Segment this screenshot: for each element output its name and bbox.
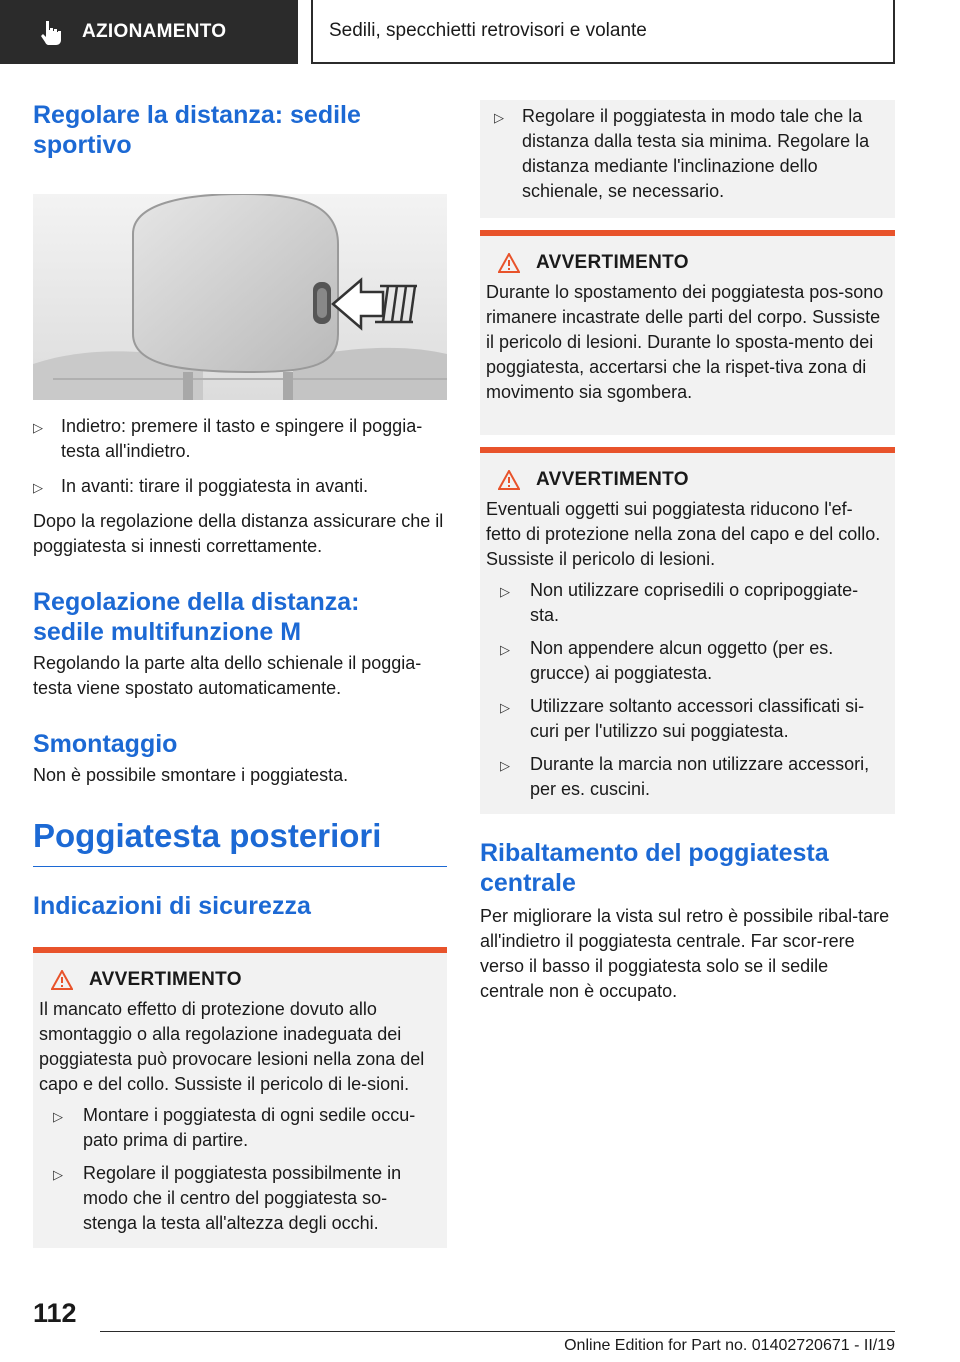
headrest-figure bbox=[33, 194, 447, 400]
bullet-triangle-icon: ▷ bbox=[494, 110, 504, 125]
paragraph: Dopo la regolazione della distanza assicurare che il poggiatesta si innesti correttamente. bbox=[33, 511, 444, 556]
warning-triangle-icon bbox=[498, 470, 520, 490]
bullet-triangle-icon: ▷ bbox=[33, 480, 43, 495]
bullet-triangle-icon: ▷ bbox=[33, 420, 43, 435]
warning-heading: AVVERTIMENTO bbox=[486, 469, 887, 491]
list-item: ▷ Durante la marcia non utilizzare accessori, per es. cuscini. bbox=[500, 754, 870, 799]
warning-box bbox=[480, 447, 895, 814]
bullet-triangle-icon: ▷ bbox=[500, 584, 510, 599]
warning-triangle-icon bbox=[498, 253, 520, 273]
bullet-triangle-icon: ▷ bbox=[53, 1167, 63, 1182]
section-label: AZIONAMENTO bbox=[82, 21, 227, 42]
bullet-triangle-icon: ▷ bbox=[53, 1109, 63, 1124]
list-item: ▷ Montare i poggiatesta di ogni sedile occu-pato prima di partire. bbox=[53, 1105, 416, 1150]
continued-bullet-box bbox=[480, 100, 895, 218]
warning-box bbox=[480, 230, 895, 435]
list-item: ▷ Utilizzare soltanto accessori classificati si-curi per l'utilizzo sui poggiatesta. bbox=[500, 696, 865, 741]
list-item: ▷ Regolare il poggiatesta possibilmente in modo che il centro del poggiatesta so-stenga la testa all'altezza degli occhi. bbox=[53, 1163, 402, 1233]
heading-multifunction-seat: Regolazione della distanza: sedile multifunzione M bbox=[33, 588, 360, 646]
warning-triangle-icon bbox=[51, 970, 73, 990]
heading-fold-headrest: Ribaltamento del poggiatesta centrale bbox=[480, 839, 829, 897]
warning-heading: AVVERTIMENTO bbox=[486, 252, 887, 274]
footer-rule bbox=[100, 1331, 895, 1332]
list-item: ▷ Regolare il poggiatesta in modo tale che la distanza dalla testa sia minima. Regolare la distanza mediante l'inclinazione dello schienale, se necessario. bbox=[494, 106, 870, 201]
paragraph: Per migliorare la vista sul retro è possibile ribal-tare all'indietro il poggiatesta centrale. Far scor-rere verso il basso il poggiatesta solo se il sedile centrale non è occupato. bbox=[480, 906, 890, 1001]
list-item: ▷ Indietro: premere il tasto e spingere il poggia-testa all'indietro. bbox=[33, 416, 423, 461]
chapter-heading: Poggiatesta posteriori bbox=[33, 817, 382, 854]
sport-seat-bullets bbox=[33, 414, 447, 499]
warning-text: Eventuali oggetti sui poggiatesta riducono l'ef-fetto di protezione nella zona del capo e del collo. Sussiste il pericolo di lesioni. bbox=[486, 499, 881, 569]
heading-sport-seat: Regolare la distanza: sedile sportivo bbox=[33, 101, 361, 159]
chapter-rule bbox=[33, 866, 447, 867]
bullet-triangle-icon: ▷ bbox=[500, 758, 510, 773]
warning-bullets bbox=[39, 1103, 439, 1236]
warning-text: Il mancato effetto di protezione dovuto allo smontaggio o alla regolazione inadeguata dei poggiatesta può provocare lesioni nella zona del capo e del collo. Sussiste il pericolo di le-sioni. bbox=[39, 999, 425, 1094]
page-number: 112 bbox=[33, 1298, 77, 1328]
paragraph: Non è possibile smontare i poggiatesta. bbox=[33, 765, 349, 785]
bullet-triangle-icon: ▷ bbox=[500, 700, 510, 715]
left-column bbox=[33, 100, 447, 1248]
list-item: ▷ In avanti: tirare il poggiatesta in avanti. bbox=[33, 474, 447, 499]
hand-pointer-icon bbox=[38, 19, 64, 45]
paragraph: Regolando la parte alta dello schienale il poggia-testa viene spostato automaticamente. bbox=[33, 653, 422, 698]
headrest-illustration bbox=[33, 194, 447, 400]
warning-text: Durante lo spostamento dei poggiatesta pos-sono rimanere incastrate delle parti del corpo. Sussiste il pericolo di lesioni. Durante lo sposta-mento dei poggiatesta, accertarsi che la rispet-tiva zona di movimento sia sgombera. bbox=[486, 282, 884, 402]
list-item: ▷ Non utilizzare coprisedili o copripoggiate-sta. bbox=[500, 580, 859, 625]
heading-removal: Smontaggio bbox=[33, 730, 178, 758]
list-item: ▷ Non appendere alcun oggetto (per es. grucce) ai poggiatesta. bbox=[500, 638, 834, 683]
warning-box bbox=[33, 947, 447, 1248]
chapter-title-box bbox=[311, 0, 895, 64]
warning-heading: AVVERTIMENTO bbox=[39, 969, 439, 991]
bullet-triangle-icon: ▷ bbox=[500, 642, 510, 657]
warning-bullets bbox=[486, 578, 887, 802]
chapter-title: Sedili, specchietti retrovisori e volante bbox=[329, 20, 647, 41]
edition-text: Online Edition for Part no. 01402720671 - II/19 bbox=[564, 1337, 895, 1354]
heading-safety: Indicazioni di sicurezza bbox=[33, 892, 311, 920]
right-column bbox=[480, 100, 895, 1004]
section-tab bbox=[0, 0, 298, 64]
